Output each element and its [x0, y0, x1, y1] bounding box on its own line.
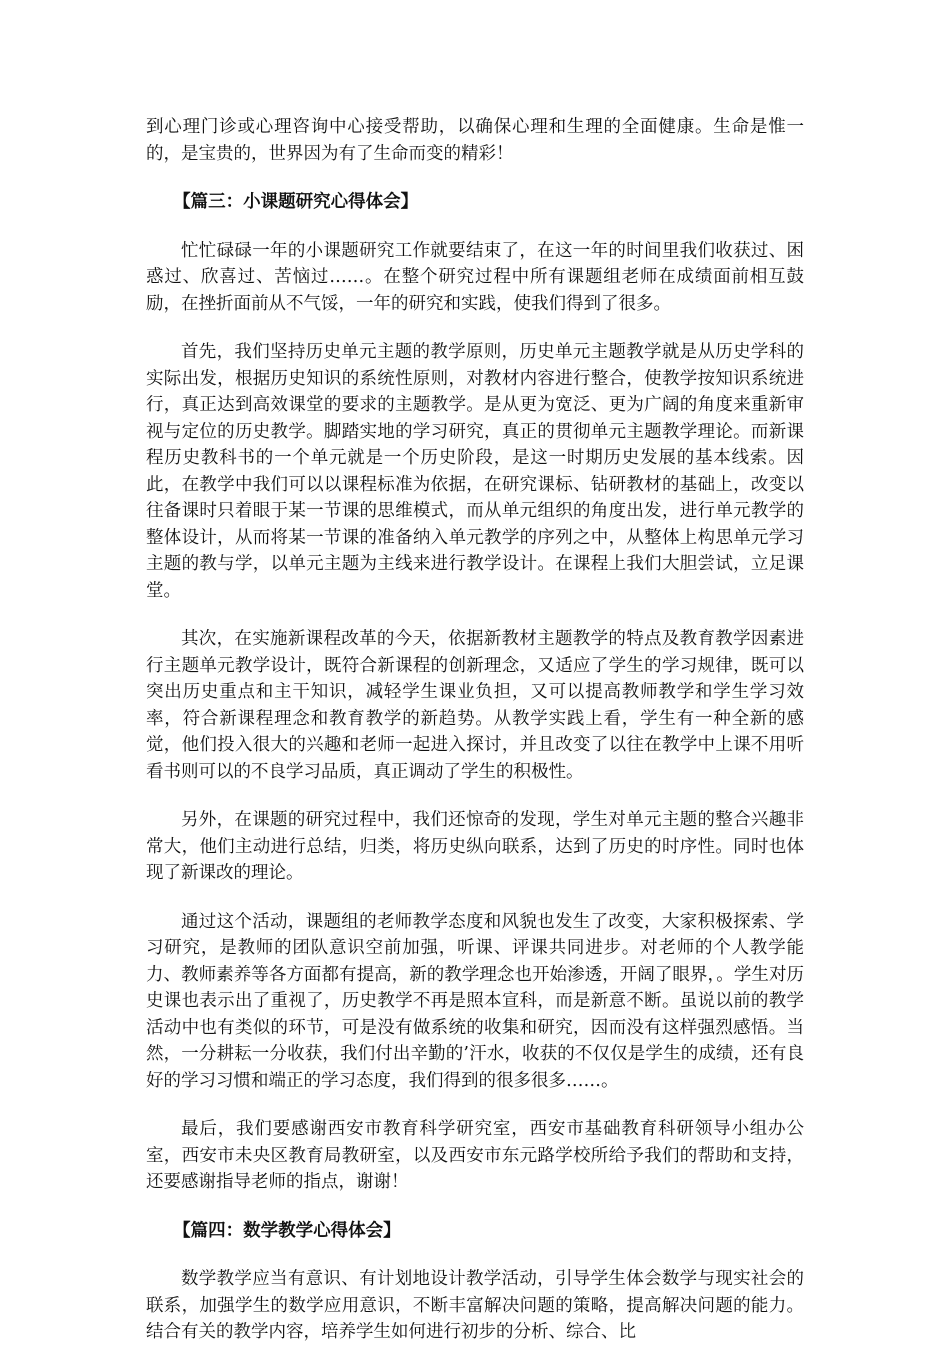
paragraph-second-point: 其次，在实施新课程改革的今天，依据新教材主题教学的特点及教育教学因素进行主题单元教学设计，既符合新课程的创新理念，又适应了学生的学习规律，既可以突出历史重点和主干知识，减轻学生课业负担，又可以提高教师教学和学生学习效率，符合新课程理念和教育教学的新趋势。从教学实践上看，学生有一种全新的感觉，他们投入很大的兴趣和老师一起进入探讨，并且改变了以往在教学中上课不用听看书则可以的不良学习品质，真正调动了学生的积极性。 [146, 629, 804, 782]
paragraph-teacher-growth: 通过这个活动，课题组的老师教学态度和风貌也发生了改变，大家积极探索、学习研究，是教师的团队意识空前加强，听课、评课共同进步。对老师的个人教学能力、教师素养等各方面都有提高，新的教学理念也开始渗透，开阔了眼界，。学生对历史课也表示出了重视了，历史教学不再是照本宣科，而是新意不断。虽说以前的教学活动中也有类似的环节，可是没有做系统的收集和研究，因而没有这样强烈感悟。当然，一分耕耘一分收获，我们付出辛勤的’汗水，收获的不仅仅是学生的成绩，还有良好的学习习惯和端正的学习态度，我们得到的很多很多……。 [146, 911, 804, 1091]
paragraph-research-intro: 忙忙碌碌一年的小课题研究工作就要结束了，在这一年的时间里我们收获过、困惑过、欣喜过、苦恼过……。在整个研究过程中所有课题组老师在成绩面前相互鼓励，在挫折面前从不气馁，一年的研究和实践，使我们得到了很多。 [146, 240, 804, 314]
section-heading-part-four: 【篇四：数学教学心得体会】 [173, 1220, 401, 1241]
paragraph-health-conclusion: 到心理门诊或心理咨询中心接受帮助，以确保心理和生理的全面健康。生命是惟一的，是宝贵的，世界因为有了生命而变的精彩！ [146, 117, 804, 164]
paragraph-math-teaching: 数学教学应当有意识、有计划地设计教学活动，引导学生体会数学与现实社会的联系，加强学生的数学应用意识，不断丰富解决问题的策略，提高解决问题的能力。结合有关的教学内容，培养学生如何进行初步的分析、综合、比 [146, 1269, 804, 1342]
document-page [146, 114, 804, 1368]
section-heading-part-three: 【篇三：小课题研究心得体会】 [173, 192, 419, 212]
paragraph-acknowledgements: 最后，我们要感谢西安市教育科学研究室，西安市基础教育科研领导小组办公室，西安市未央区教育局教研室，以及西安市东元路学校所给予我们的帮助和支持，还要感谢指导老师的指点，谢谢！ [146, 1119, 804, 1192]
paragraph-first-point: 首先，我们坚持历史单元主题的教学原则，历史单元主题教学就是从历史学科的实际出发，根据历史知识的系统性原则，对教材内容进行整合，使教学按知识系统进行，真正达到高效课堂的要求的主题教学。是从更为宽泛、更为广阔的角度来重新审视与定位的历史教学。脚踏实地的学习研究，真正的贯彻单元主题教学理论。而新课程历史教科书的一个单元就是一个历史阶段，是这一时期历史发展的基本线索。因此，在教学中我们可以以课程标准为依据，在研究课标、钻研教材的基础上，改变以往备课时只着眼于某一节课的思维模式，而从单元组织的角度出发，进行单元教学的整体设计，从而将某一节课的准备纳入单元教学的序列之中，从整体上构思单元学习主题的教与学，以单元主题为主线来进行教学设计。在课程上我们大胆尝试，立足课堂。 [146, 342, 804, 601]
paragraph-additional-finding: 另外，在课题的研究过程中，我们还惊奇的发现，学生对单元主题的整合兴趣非常大，他们主动进行总结，归类，将历史纵向联系，达到了历史的时序性。同时也体现了新课改的理论。 [146, 810, 804, 883]
